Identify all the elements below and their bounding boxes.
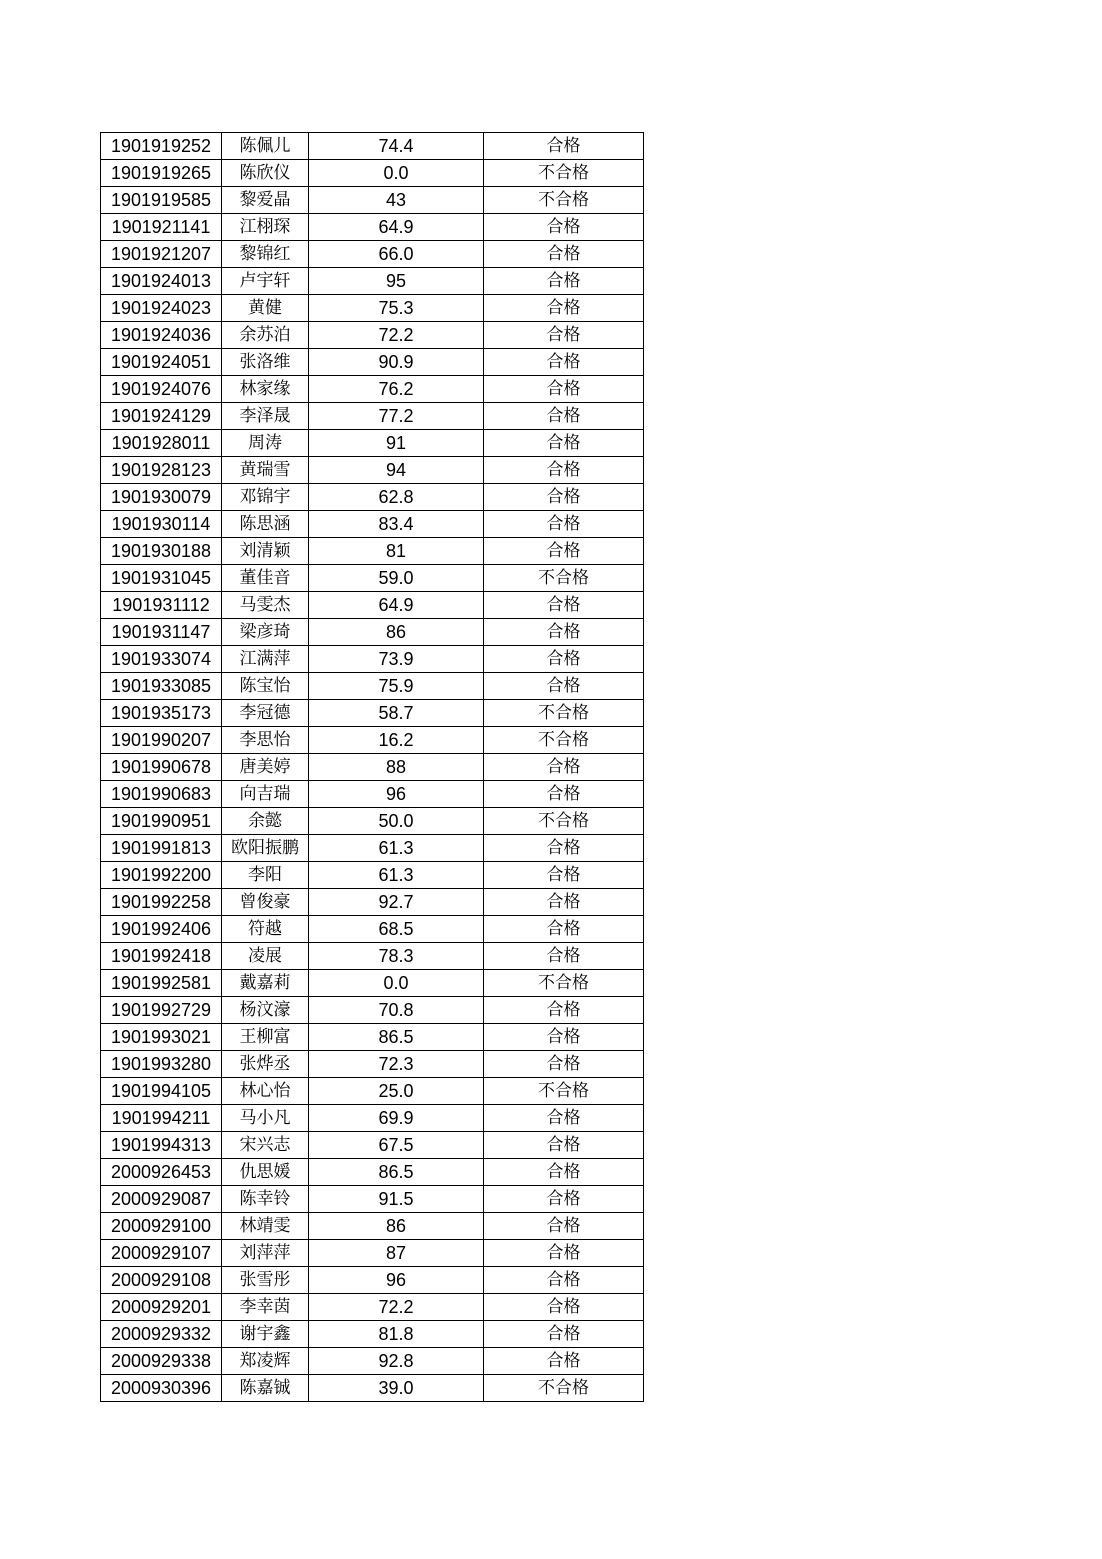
table-row	[101, 754, 644, 781]
student-name-cell: 黎锦红	[222, 241, 309, 268]
result-status-cell: 合格	[484, 1240, 644, 1267]
table-row	[101, 1267, 644, 1294]
result-status-cell: 合格	[484, 1024, 644, 1051]
student-name-cell: 唐美婷	[222, 754, 309, 781]
student-id-cell: 1901992258	[101, 889, 222, 916]
result-status-cell: 合格	[484, 592, 644, 619]
result-status-cell: 不合格	[484, 1078, 644, 1105]
table-row	[101, 1051, 644, 1078]
result-status-cell: 合格	[484, 1348, 644, 1375]
student-id-cell: 1901931147	[101, 619, 222, 646]
student-name-cell: 江满萍	[222, 646, 309, 673]
result-status-cell: 合格	[484, 1159, 644, 1186]
student-id-cell: 1901993280	[101, 1051, 222, 1078]
table-row	[101, 1105, 644, 1132]
result-status-cell: 合格	[484, 673, 644, 700]
student-id-cell: 1901931112	[101, 592, 222, 619]
student-name-cell: 李阳	[222, 862, 309, 889]
student-name-cell: 李冠德	[222, 700, 309, 727]
student-id-cell: 1901990951	[101, 808, 222, 835]
table-row	[101, 727, 644, 754]
student-name-cell: 陈思涵	[222, 511, 309, 538]
result-status-cell: 合格	[484, 619, 644, 646]
table-row	[101, 673, 644, 700]
table-row	[101, 268, 644, 295]
result-status-cell: 合格	[484, 1051, 644, 1078]
student-name-cell: 戴嘉莉	[222, 970, 309, 997]
student-id-cell: 1901992581	[101, 970, 222, 997]
score-cell: 86	[309, 1213, 484, 1240]
result-status-cell: 合格	[484, 781, 644, 808]
student-id-cell: 1901930114	[101, 511, 222, 538]
table-row	[101, 943, 644, 970]
student-id-cell: 1901993021	[101, 1024, 222, 1051]
score-cell: 68.5	[309, 916, 484, 943]
student-id-cell: 1901930079	[101, 484, 222, 511]
table-row	[101, 349, 644, 376]
student-name-cell: 张烨丞	[222, 1051, 309, 1078]
student-id-cell: 2000926453	[101, 1159, 222, 1186]
student-id-cell: 1901933074	[101, 646, 222, 673]
student-name-cell: 林心怡	[222, 1078, 309, 1105]
student-name-cell: 董佳音	[222, 565, 309, 592]
result-status-cell: 合格	[484, 376, 644, 403]
result-status-cell: 不合格	[484, 565, 644, 592]
score-cell: 73.9	[309, 646, 484, 673]
score-cell: 67.5	[309, 1132, 484, 1159]
table-row	[101, 835, 644, 862]
student-id-cell: 1901994313	[101, 1132, 222, 1159]
result-status-cell: 合格	[484, 646, 644, 673]
student-id-cell: 1901992729	[101, 997, 222, 1024]
table-row	[101, 322, 644, 349]
student-id-cell: 1901933085	[101, 673, 222, 700]
result-status-cell: 合格	[484, 997, 644, 1024]
student-name-cell: 李思怡	[222, 727, 309, 754]
result-status-cell: 合格	[484, 835, 644, 862]
result-status-cell: 合格	[484, 538, 644, 565]
score-cell: 91.5	[309, 1186, 484, 1213]
table-row	[101, 1240, 644, 1267]
student-name-cell: 余懿	[222, 808, 309, 835]
student-name-cell: 余苏泊	[222, 322, 309, 349]
score-cell: 72.2	[309, 1294, 484, 1321]
result-status-cell: 不合格	[484, 1375, 644, 1402]
student-id-cell: 2000929201	[101, 1294, 222, 1321]
student-name-cell: 杨汶濠	[222, 997, 309, 1024]
result-status-cell: 合格	[484, 943, 644, 970]
table-row	[101, 376, 644, 403]
table-row	[101, 781, 644, 808]
table-row	[101, 295, 644, 322]
score-cell: 75.9	[309, 673, 484, 700]
result-status-cell: 合格	[484, 403, 644, 430]
result-status-cell: 合格	[484, 1294, 644, 1321]
result-status-cell: 不合格	[484, 727, 644, 754]
table-row	[101, 538, 644, 565]
student-name-cell: 马雯杰	[222, 592, 309, 619]
student-id-cell: 1901928011	[101, 430, 222, 457]
score-cell: 96	[309, 1267, 484, 1294]
score-table-body	[101, 133, 644, 1402]
score-cell: 69.9	[309, 1105, 484, 1132]
table-row	[101, 619, 644, 646]
score-cell: 78.3	[309, 943, 484, 970]
result-status-cell: 合格	[484, 1105, 644, 1132]
table-row	[101, 1348, 644, 1375]
student-id-cell: 2000929338	[101, 1348, 222, 1375]
student-name-cell: 李泽晟	[222, 403, 309, 430]
score-table	[100, 132, 644, 1402]
table-row	[101, 1186, 644, 1213]
result-status-cell: 合格	[484, 268, 644, 295]
result-status-cell: 合格	[484, 133, 644, 160]
student-id-cell: 2000929100	[101, 1213, 222, 1240]
score-cell: 86.5	[309, 1024, 484, 1051]
score-cell: 81	[309, 538, 484, 565]
student-id-cell: 1901994211	[101, 1105, 222, 1132]
table-row	[101, 646, 644, 673]
table-row	[101, 511, 644, 538]
score-cell: 72.3	[309, 1051, 484, 1078]
student-id-cell: 1901930188	[101, 538, 222, 565]
student-name-cell: 梁彦琦	[222, 619, 309, 646]
score-cell: 96	[309, 781, 484, 808]
student-id-cell: 1901990207	[101, 727, 222, 754]
score-cell: 77.2	[309, 403, 484, 430]
score-cell: 81.8	[309, 1321, 484, 1348]
score-cell: 0.0	[309, 970, 484, 997]
score-cell: 86.5	[309, 1159, 484, 1186]
table-row	[101, 862, 644, 889]
result-status-cell: 不合格	[484, 160, 644, 187]
score-cell: 75.3	[309, 295, 484, 322]
student-name-cell: 黎爱晶	[222, 187, 309, 214]
student-name-cell: 凌展	[222, 943, 309, 970]
result-status-cell: 不合格	[484, 700, 644, 727]
table-row	[101, 430, 644, 457]
table-row	[101, 970, 644, 997]
student-name-cell: 邓锦宇	[222, 484, 309, 511]
student-name-cell: 林靖雯	[222, 1213, 309, 1240]
student-name-cell: 刘清颖	[222, 538, 309, 565]
student-name-cell: 陈佩儿	[222, 133, 309, 160]
result-status-cell: 合格	[484, 916, 644, 943]
table-row	[101, 1375, 644, 1402]
student-name-cell: 陈幸铃	[222, 1186, 309, 1213]
score-cell: 16.2	[309, 727, 484, 754]
result-status-cell: 合格	[484, 430, 644, 457]
table-row	[101, 214, 644, 241]
student-id-cell: 1901919265	[101, 160, 222, 187]
student-id-cell: 1901924036	[101, 322, 222, 349]
student-id-cell: 1901924129	[101, 403, 222, 430]
result-status-cell: 合格	[484, 889, 644, 916]
student-id-cell: 1901994105	[101, 1078, 222, 1105]
result-status-cell: 合格	[484, 1213, 644, 1240]
score-cell: 43	[309, 187, 484, 214]
student-id-cell: 1901924023	[101, 295, 222, 322]
student-id-cell: 1901919585	[101, 187, 222, 214]
score-cell: 94	[309, 457, 484, 484]
result-status-cell: 合格	[484, 1321, 644, 1348]
score-cell: 25.0	[309, 1078, 484, 1105]
result-status-cell: 合格	[484, 754, 644, 781]
score-cell: 70.8	[309, 997, 484, 1024]
student-id-cell: 1901928123	[101, 457, 222, 484]
table-row	[101, 484, 644, 511]
result-status-cell: 不合格	[484, 808, 644, 835]
score-cell: 90.9	[309, 349, 484, 376]
student-id-cell: 2000929108	[101, 1267, 222, 1294]
score-cell: 64.9	[309, 592, 484, 619]
table-row	[101, 997, 644, 1024]
student-name-cell: 曾俊豪	[222, 889, 309, 916]
score-cell: 50.0	[309, 808, 484, 835]
result-status-cell: 合格	[484, 1132, 644, 1159]
result-status-cell: 合格	[484, 241, 644, 268]
result-status-cell: 合格	[484, 1186, 644, 1213]
score-cell: 91	[309, 430, 484, 457]
student-name-cell: 周涛	[222, 430, 309, 457]
student-name-cell: 陈欣仪	[222, 160, 309, 187]
student-id-cell: 1901990683	[101, 781, 222, 808]
result-status-cell: 合格	[484, 484, 644, 511]
result-status-cell: 合格	[484, 1267, 644, 1294]
table-row	[101, 592, 644, 619]
result-status-cell: 合格	[484, 349, 644, 376]
student-id-cell: 2000929107	[101, 1240, 222, 1267]
score-cell: 92.7	[309, 889, 484, 916]
student-name-cell: 欧阳振鹏	[222, 835, 309, 862]
score-cell: 61.3	[309, 835, 484, 862]
score-cell: 62.8	[309, 484, 484, 511]
student-id-cell: 2000930396	[101, 1375, 222, 1402]
student-name-cell: 黄瑞雪	[222, 457, 309, 484]
score-cell: 61.3	[309, 862, 484, 889]
score-cell: 58.7	[309, 700, 484, 727]
student-name-cell: 卢宇轩	[222, 268, 309, 295]
student-id-cell: 1901992418	[101, 943, 222, 970]
result-status-cell: 合格	[484, 295, 644, 322]
table-row	[101, 1078, 644, 1105]
result-status-cell: 合格	[484, 214, 644, 241]
student-name-cell: 李幸茵	[222, 1294, 309, 1321]
table-row	[101, 160, 644, 187]
table-row	[101, 700, 644, 727]
student-name-cell: 陈嘉铖	[222, 1375, 309, 1402]
student-id-cell: 1901924051	[101, 349, 222, 376]
student-name-cell: 郑凌辉	[222, 1348, 309, 1375]
score-cell: 39.0	[309, 1375, 484, 1402]
result-status-cell: 合格	[484, 322, 644, 349]
student-name-cell: 黄健	[222, 295, 309, 322]
score-cell: 66.0	[309, 241, 484, 268]
score-cell: 83.4	[309, 511, 484, 538]
result-status-cell: 不合格	[484, 187, 644, 214]
table-row	[101, 1132, 644, 1159]
result-status-cell: 合格	[484, 457, 644, 484]
student-name-cell: 宋兴志	[222, 1132, 309, 1159]
table-row	[101, 565, 644, 592]
result-status-cell: 不合格	[484, 970, 644, 997]
student-id-cell: 1901919252	[101, 133, 222, 160]
student-name-cell: 张雪彤	[222, 1267, 309, 1294]
table-row	[101, 1024, 644, 1051]
score-cell: 88	[309, 754, 484, 781]
student-name-cell: 仇思媛	[222, 1159, 309, 1186]
student-id-cell: 1901992406	[101, 916, 222, 943]
table-row	[101, 133, 644, 160]
student-id-cell: 1901924013	[101, 268, 222, 295]
score-cell: 72.2	[309, 322, 484, 349]
student-id-cell: 1901931045	[101, 565, 222, 592]
table-row	[101, 1213, 644, 1240]
student-id-cell: 1901992200	[101, 862, 222, 889]
student-name-cell: 张洛维	[222, 349, 309, 376]
student-name-cell: 谢宇鑫	[222, 1321, 309, 1348]
table-row	[101, 808, 644, 835]
score-cell: 87	[309, 1240, 484, 1267]
student-id-cell: 2000929332	[101, 1321, 222, 1348]
table-row	[101, 916, 644, 943]
result-status-cell: 合格	[484, 862, 644, 889]
student-name-cell: 林家缘	[222, 376, 309, 403]
score-cell: 64.9	[309, 214, 484, 241]
table-row	[101, 1159, 644, 1186]
table-row	[101, 187, 644, 214]
student-id-cell: 1901924076	[101, 376, 222, 403]
score-cell: 95	[309, 268, 484, 295]
student-id-cell: 1901991813	[101, 835, 222, 862]
table-row	[101, 457, 644, 484]
score-cell: 86	[309, 619, 484, 646]
student-id-cell: 2000929087	[101, 1186, 222, 1213]
student-id-cell: 1901990678	[101, 754, 222, 781]
score-cell: 76.2	[309, 376, 484, 403]
student-name-cell: 刘萍萍	[222, 1240, 309, 1267]
table-row	[101, 1294, 644, 1321]
table-row	[101, 241, 644, 268]
table-row	[101, 403, 644, 430]
result-status-cell: 合格	[484, 511, 644, 538]
score-cell: 74.4	[309, 133, 484, 160]
student-id-cell: 1901921207	[101, 241, 222, 268]
score-cell: 0.0	[309, 160, 484, 187]
student-name-cell: 马小凡	[222, 1105, 309, 1132]
student-name-cell: 陈宝怡	[222, 673, 309, 700]
student-id-cell: 1901921141	[101, 214, 222, 241]
table-row	[101, 1321, 644, 1348]
score-cell: 92.8	[309, 1348, 484, 1375]
score-cell: 59.0	[309, 565, 484, 592]
student-name-cell: 江栩琛	[222, 214, 309, 241]
student-name-cell: 向吉瑞	[222, 781, 309, 808]
student-name-cell: 符越	[222, 916, 309, 943]
student-name-cell: 王柳富	[222, 1024, 309, 1051]
student-id-cell: 1901935173	[101, 700, 222, 727]
table-row	[101, 889, 644, 916]
